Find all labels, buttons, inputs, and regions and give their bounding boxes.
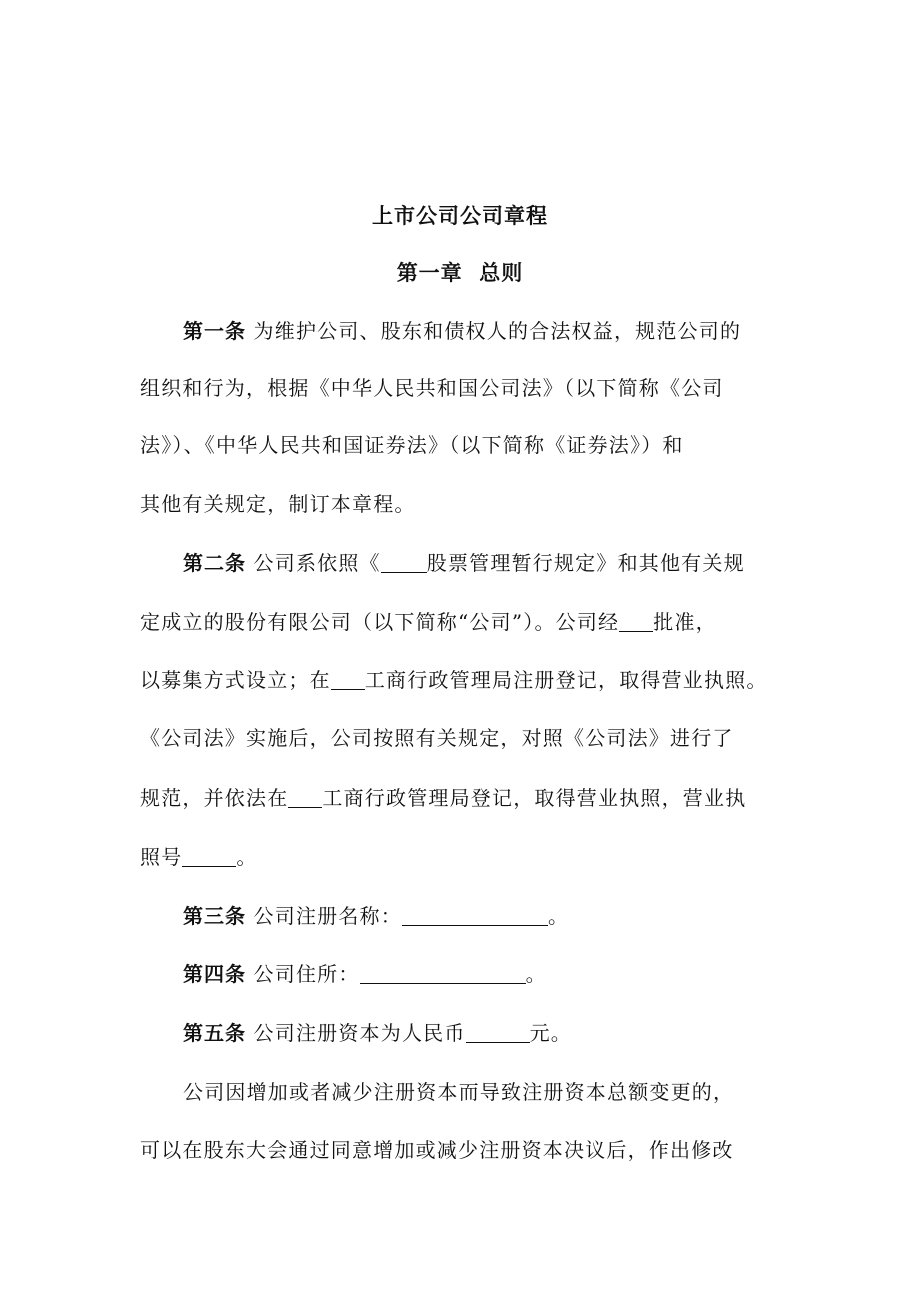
article-1-text-1: 为维护公司、股东和债权人的合法权益，规范公司的 — [246, 319, 742, 343]
fill-in-blank — [619, 611, 653, 632]
article-1-line-1 — [183, 317, 741, 345]
article-1-line-4: 其他有关规定，制订本章程。 — [140, 492, 416, 516]
article-2-line-4: 《公司法》实施后，公司按照有关规定，对照《公司法》进行了 — [140, 726, 734, 750]
article-3-text: 公司注册名称： — [246, 904, 402, 928]
fill-in-blank — [381, 552, 427, 573]
article-2-line-3 — [140, 666, 768, 694]
article-5-text: 公司注册资本为人民币 — [246, 1021, 466, 1045]
paragraph-6-line-1: 公司因增加或者减少注册资本而导致注册资本总额变更的， — [183, 1080, 735, 1104]
article-1-line-2: 组织和行为，根据《中华人民共和国公司法》（以下简称《公司 — [140, 376, 724, 400]
article-5-line — [183, 1019, 572, 1047]
article-2-text-5b: 工商行政管理局登记，取得营业执照，营业执 — [322, 786, 747, 810]
article-2-text-5a: 规范，并依法在 — [140, 786, 289, 810]
chapter-heading: 第一章 总则 — [396, 261, 524, 285]
article-2-text-2b: 批准， — [653, 610, 717, 634]
article-2-label: 第二条 — [183, 551, 246, 575]
article-2-text-3a: 以募集方式设立；在 — [140, 668, 331, 692]
article-2-line-5 — [140, 784, 746, 812]
fill-in-blank — [288, 787, 322, 808]
article-4-end: 。 — [525, 962, 547, 986]
article-1-label: 第一条 — [183, 319, 246, 343]
article-1-line-3: 法》）、《中华人民共和国证券法》（以下简称《证券法》）和 — [140, 433, 684, 457]
article-5-label: 第五条 — [183, 1021, 246, 1045]
document-title: 上市公司公司章程 — [372, 204, 548, 228]
fill-in-blank — [360, 963, 526, 984]
article-3-end: 。 — [547, 904, 570, 928]
fill-in-blank — [402, 905, 548, 926]
article-5-end: 元。 — [529, 1021, 572, 1045]
article-2-text-1a: 公司系依照《 — [246, 551, 381, 575]
fill-in-blank — [331, 669, 365, 690]
article-2-text-1b: 股票管理暂行规定》和其他有关规 — [426, 551, 745, 575]
article-2-text-2a: 定成立的股份有限公司（以下简称“公司”）。公司经 — [140, 610, 620, 634]
article-3-line — [183, 902, 569, 930]
article-4-text: 公司住所： — [246, 962, 360, 986]
article-4-line — [183, 960, 547, 988]
article-2-line-6 — [140, 843, 258, 871]
paragraph-6-line-2: 可以在股东大会通过同意增加或减少注册资本决议后，作出修改 — [140, 1138, 734, 1162]
article-2-line-1 — [183, 549, 745, 577]
fill-in-blank — [466, 1022, 530, 1043]
article-2-line-2 — [140, 608, 717, 636]
article-2-text-3b: 工商行政管理局注册登记，取得营业执照。 — [364, 668, 768, 692]
article-3-label: 第三条 — [183, 904, 246, 928]
fill-in-blank — [182, 846, 236, 867]
article-4-label: 第四条 — [183, 962, 246, 986]
article-2-text-6a: 照号 — [140, 845, 183, 869]
article-2-text-6b: 。 — [236, 845, 258, 869]
